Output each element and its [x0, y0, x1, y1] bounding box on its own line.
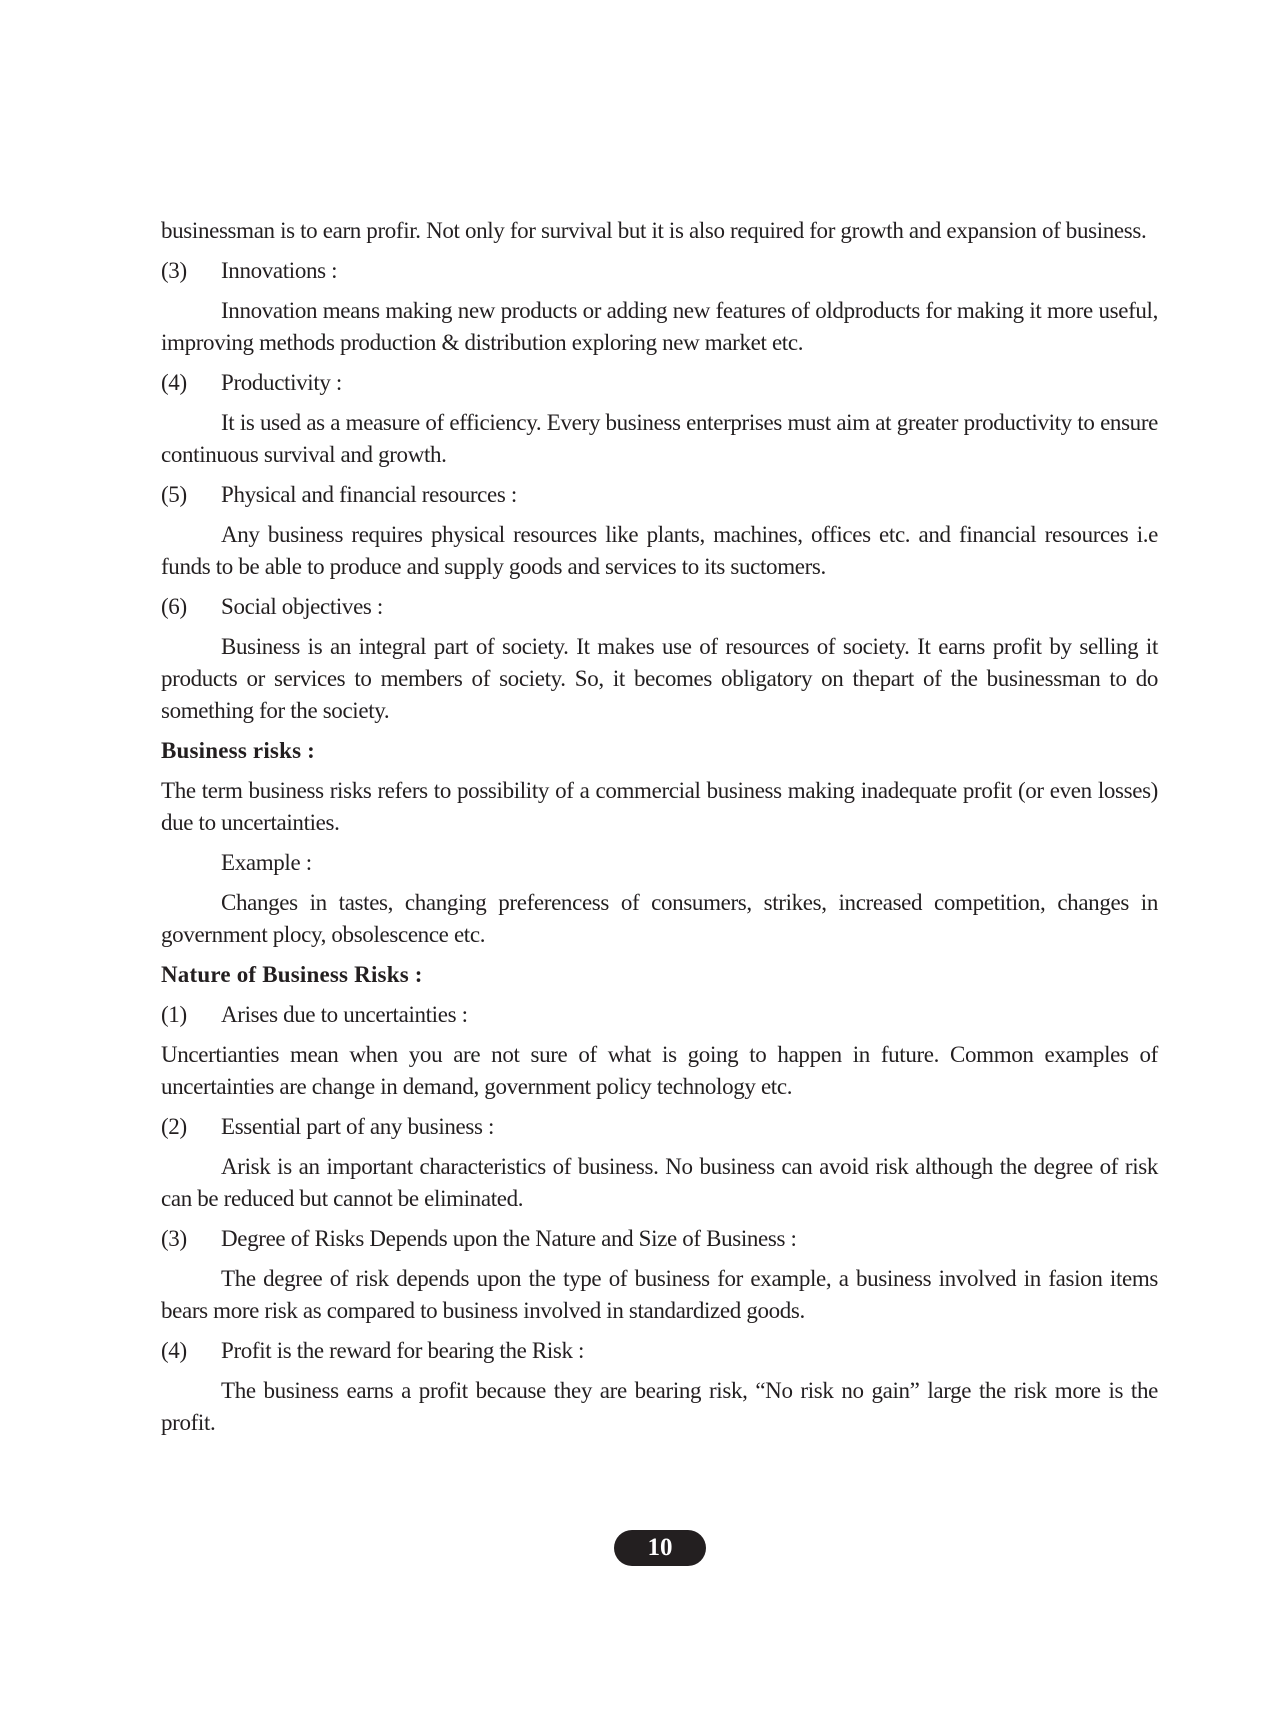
item-title: Arises due to uncertainties :	[221, 1002, 468, 1027]
item-number: (3)	[161, 1226, 187, 1251]
item-title: Essential part of any business :	[221, 1114, 495, 1139]
section-heading-nature-of-risks: Nature of Business Risks :	[161, 962, 423, 987]
item-title: Social objectives :	[221, 594, 383, 619]
item-number: (4)	[161, 1338, 187, 1363]
item-paragraph: Business is an integral part of society. It makes use of resources of society. It earns profit by selling it products or services to members of society. So, it becomes obligatory on thepart of the businessman to do something for the society.	[161, 634, 1158, 723]
business-risks-definition: The term business risks refers to possibility of a commercial business making inadequate profit (or even losses) due to uncertainties.	[161, 778, 1158, 835]
list-item-uncertainties	[161, 999, 1158, 1031]
list-item-productivity	[161, 367, 1158, 399]
item-paragraph: Arisk is an important characteristics of business. No business can avoid risk although the degree of risk can be reduced but cannot be eliminated.	[161, 1154, 1158, 1211]
item-title: Degree of Risks Depends upon the Nature and Size of Business :	[221, 1226, 797, 1251]
list-item-resources	[161, 479, 1158, 511]
item-title: Physical and financial resources :	[221, 482, 517, 507]
item-number: (6)	[161, 594, 187, 619]
item-number: (5)	[161, 482, 187, 507]
list-item-innovations	[161, 255, 1158, 287]
section-heading-business-risks: Business risks :	[161, 738, 316, 763]
item-number: (2)	[161, 1114, 187, 1139]
item-number: (3)	[161, 258, 187, 283]
list-item-essential-part	[161, 1111, 1158, 1143]
example-label: Example :	[221, 850, 312, 875]
item-number: (4)	[161, 370, 187, 395]
item-paragraph: The degree of risk depends upon the type of business for example, a business involved in fasion items bears more risk as compared to business involved in standardized goods.	[161, 1266, 1158, 1323]
item-title: Productivity :	[221, 370, 342, 395]
item-paragraph: Any business requires physical resources like plants, machines, offices etc. and financial resources i.e funds to be able to produce and supply goods and services to its suctomers.	[161, 522, 1158, 579]
item-paragraph: Uncertianties mean when you are not sure of what is going to happen in future. Common examples of uncertainties are change in demand, government policy technology etc.	[161, 1042, 1158, 1099]
example-paragraph: Changes in tastes, changing preferencess of consumers, strikes, increased competition, changes in government plocy, obsolescence etc.	[161, 890, 1158, 947]
list-item-social-objectives	[161, 591, 1158, 623]
item-title: Profit is the reward for bearing the Risk :	[221, 1338, 585, 1363]
intro-paragraph: businessman is to earn profir. Not only for survival but it is also required for growth and expansion of business.	[161, 218, 1147, 243]
page-body	[161, 215, 1158, 1447]
item-title: Innovations :	[221, 258, 338, 283]
list-item-profit-reward	[161, 1335, 1158, 1367]
list-item-degree-of-risks	[161, 1223, 1158, 1255]
item-paragraph: It is used as a measure of efficiency. Every business enterprises must aim at greater productivity to ensure continuous survival and growth.	[161, 410, 1158, 467]
item-number: (1)	[161, 1002, 187, 1027]
item-paragraph: Innovation means making new products or adding new features of oldproducts for making it more useful, improving methods production & distribution exploring new market etc.	[161, 298, 1158, 355]
item-paragraph: The business earns a profit because they are bearing risk, “No risk no gain” large the risk more is the profit.	[161, 1378, 1158, 1435]
page-number-badge: 10	[614, 1530, 706, 1566]
